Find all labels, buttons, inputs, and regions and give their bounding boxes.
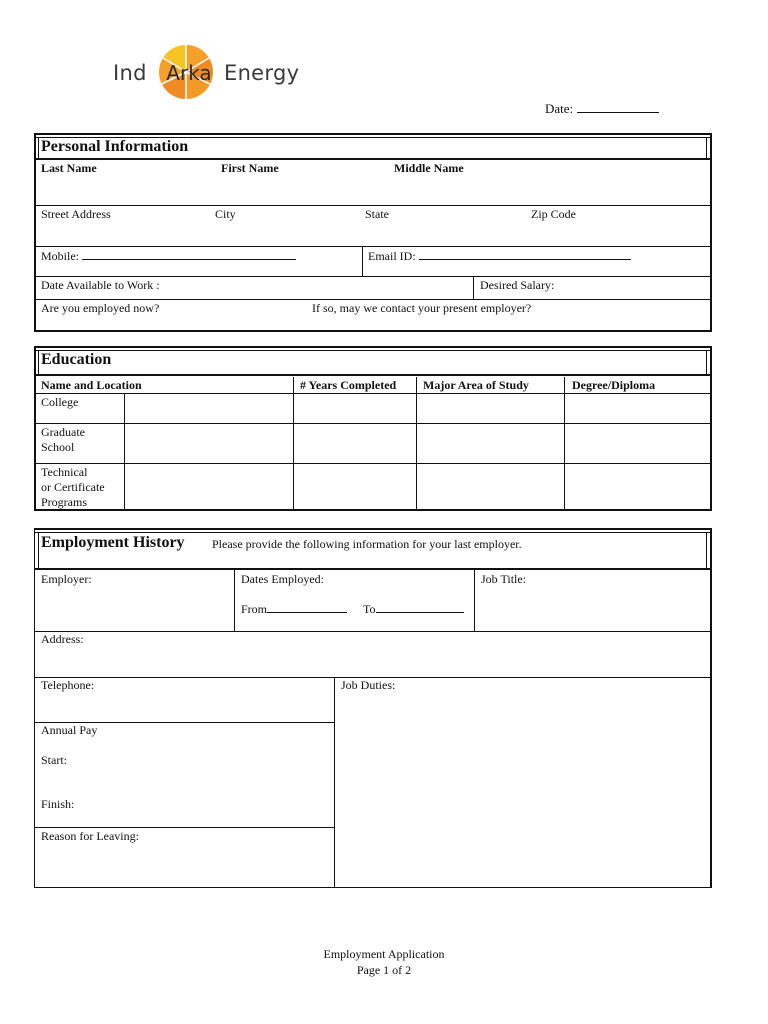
job-duties-label: Job Duties:	[341, 678, 396, 692]
employer-label: Employer:	[41, 572, 92, 586]
city-label: City	[215, 207, 236, 221]
education-bottom-border	[34, 509, 712, 511]
to-field[interactable]	[363, 602, 464, 617]
mobile-label: Mobile:	[41, 249, 79, 263]
zip-label: Zip Code	[531, 207, 576, 221]
edu-col-divider-3	[416, 377, 417, 509]
edu-row-graduate: Graduate School	[41, 425, 85, 454]
from-label: From	[241, 602, 268, 616]
employment-instruction: Please provide the following information for your last employer.	[212, 537, 522, 551]
state-label: State	[365, 207, 389, 221]
personal-title: Personal Information	[41, 138, 189, 155]
availability-row-bottom	[34, 299, 712, 300]
mobile-email-divider	[362, 246, 363, 277]
edu-col-divider-1	[124, 393, 125, 509]
education-left-border	[34, 346, 36, 510]
edu-row-college: College	[41, 395, 79, 409]
to-label: To	[363, 602, 376, 616]
date-label: Date:	[545, 101, 574, 116]
personal-bottom-border	[34, 330, 712, 332]
email-blank[interactable]	[419, 249, 631, 260]
personal-right-border	[710, 133, 712, 332]
edu-header-major: Major Area of Study	[423, 378, 529, 392]
employment-bottom-border	[34, 887, 712, 888]
email-field[interactable]	[368, 249, 631, 264]
education-title: Education	[41, 351, 112, 368]
employment-right-border	[710, 528, 712, 888]
education-top-inner	[34, 350, 712, 351]
education-title-rule	[34, 374, 712, 376]
employment-top-border	[34, 528, 712, 530]
from-field[interactable]	[241, 602, 347, 617]
employment-left-border	[34, 528, 35, 888]
dates-employed-label: Dates Employed:	[241, 572, 324, 586]
logo-text-right: Energy	[224, 61, 300, 85]
employment-title: Employment History	[41, 534, 185, 551]
mobile-blank[interactable]	[82, 249, 296, 260]
annual-pay-label: Annual Pay	[41, 723, 98, 737]
employment-inner-left	[38, 532, 39, 568]
footer-page-number: Page 1 of 2	[356, 963, 412, 977]
personal-title-rule	[34, 158, 712, 160]
from-blank[interactable]	[267, 602, 347, 613]
personal-top-border	[34, 133, 712, 135]
telephone-label: Telephone:	[41, 678, 95, 692]
edu-row-1-bottom	[34, 423, 712, 424]
employment-top-inner	[34, 532, 712, 533]
education-right-border	[710, 346, 712, 510]
name-row-bottom	[34, 205, 712, 206]
employer-row-bottom	[34, 631, 712, 632]
finish-label: Finish:	[41, 797, 75, 811]
personal-inner-left	[38, 137, 39, 159]
address-row-bottom	[34, 246, 712, 247]
employer-divider	[234, 570, 235, 632]
employment-title-rule	[34, 568, 712, 570]
date-field[interactable]	[545, 101, 659, 117]
personal-inner-right	[706, 137, 707, 159]
email-label: Email ID:	[368, 249, 416, 263]
edu-header-name-location: Name and Location	[41, 378, 142, 392]
desired-salary-label: Desired Salary:	[480, 278, 555, 292]
edu-row-technical: Technical or Certificate Programs	[41, 465, 105, 509]
personal-left-border	[34, 133, 36, 332]
employment-inner-right	[706, 532, 707, 568]
edu-header-years: # Years Completed	[300, 378, 397, 392]
edu-row-2-bottom	[34, 463, 712, 464]
middle-name-label: Middle Name	[394, 161, 464, 175]
first-name-label: First Name	[221, 161, 279, 175]
pay-row-bottom	[34, 827, 335, 828]
salary-divider	[473, 276, 474, 299]
duties-divider	[334, 677, 335, 888]
education-top-border	[34, 346, 712, 348]
edu-header-bottom	[34, 393, 712, 394]
edu-col-divider-4	[564, 377, 565, 509]
logo-text-middle: Arka	[166, 61, 212, 85]
employed-now-label: Are you employed now?	[41, 301, 160, 315]
jobtitle-divider	[474, 570, 475, 632]
address-label: Address:	[41, 632, 84, 646]
start-label: Start:	[41, 753, 67, 767]
contact-row-bottom	[34, 276, 712, 277]
to-blank[interactable]	[376, 602, 464, 613]
date-blank[interactable]	[577, 102, 659, 113]
education-inner-right	[706, 350, 707, 374]
mobile-field[interactable]	[41, 249, 296, 264]
education-inner-left	[38, 350, 39, 374]
logo-text-left: Ind	[113, 61, 147, 85]
reason-leaving-label: Reason for Leaving:	[41, 829, 139, 843]
last-name-label: Last Name	[41, 161, 97, 175]
job-title-label: Job Title:	[481, 572, 527, 586]
street-label: Street Address	[41, 207, 111, 221]
edu-col-divider-2	[293, 377, 294, 509]
date-available-label: Date Available to Work :	[41, 278, 160, 292]
contact-employer-label: If so, may we contact your present employer?	[312, 301, 532, 315]
footer-title: Employment Application	[323, 947, 445, 961]
edu-header-degree: Degree/Diploma	[572, 378, 656, 392]
